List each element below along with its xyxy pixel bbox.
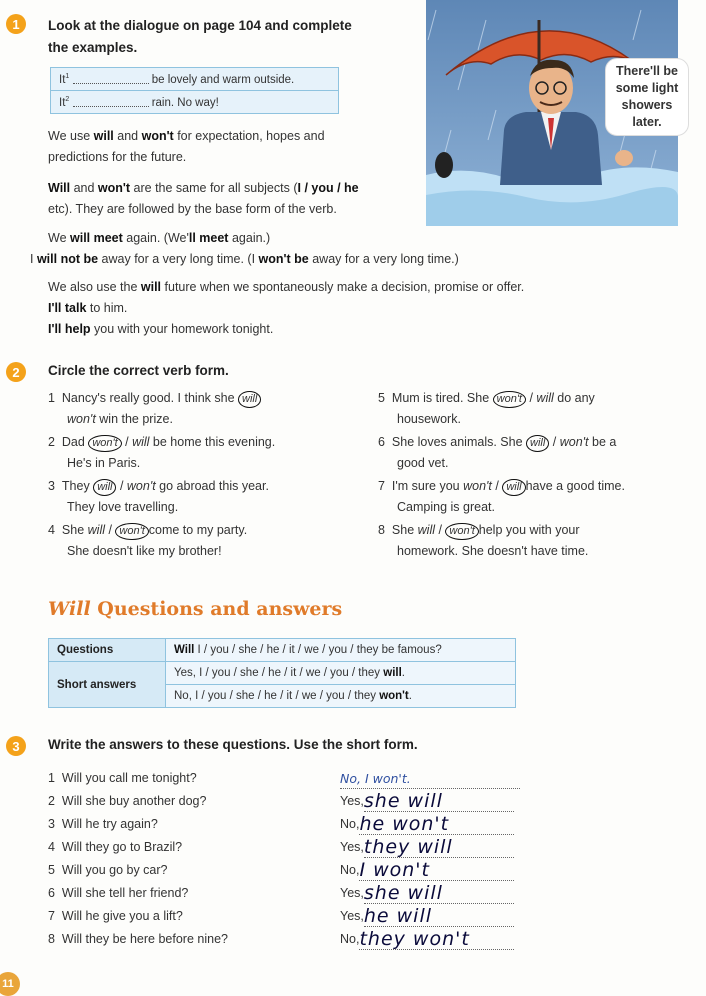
answer-field[interactable]: they won't [359,929,514,950]
choice-option[interactable]: will [417,523,435,537]
exercise-1-number: 1 [6,14,26,34]
choice-circled[interactable]: will [502,479,525,496]
examples-table [50,67,339,114]
exercise-2-instruction: Circle the correct verb form. [48,363,229,378]
examples-row: It$^1$ be lovely and warm outside. [51,68,339,91]
answer-field[interactable]: she will [364,883,514,904]
choice-circled[interactable]: won't [493,391,526,408]
choice-circled[interactable]: won't [445,523,478,540]
qa-section-title: Will Questions and answers [48,598,343,620]
ex3-item-1: 1 Will you call me tonight? No, I won't. [48,766,528,789]
exercise-2-number: 2 [6,362,26,382]
ex3-item-5: 5 Will you go by car? No, I won't [48,858,528,881]
answer-gap[interactable] [73,83,149,84]
ex2-item-6: 6 She loves animals. She will / won't be a good vet. [378,435,617,470]
qa-row-no: No, I / you / she / he / it / we / you / they won't. [49,685,516,708]
answer-field[interactable]: I won't [359,860,514,881]
exercise-1-instruction: Look at the dialogue on page 104 and complete the examples. [48,18,352,55]
ex2-item-1: 1 Nancy's really good. I think she will won't win the prize. [48,388,368,430]
choice-option[interactable]: will [132,435,150,449]
ex3-item-6: 6 Will she tell her friend? Yes, she will [48,881,528,904]
example-sentences-2: I will not be away for a very long time. (I won't be away for a very long time.) [30,252,459,266]
ex3-item-3: 3 Will he try again? No, he won't [48,812,528,835]
qa-row-questions: Questions Will I / you / she / he / it / we / you / they be famous? [49,639,516,662]
ex2-item-3: 3 They will / won't go abroad this year. They love travelling. [48,479,269,514]
ex2-left-column [48,388,368,562]
qa-row-yes: Short answers Yes, I / you / she / he / it / we / you / they will. [49,662,516,685]
choice-option[interactable]: won't [463,479,492,493]
rule-paragraph-3: We also use the will future when we spontaneously make a decision, promise or offer. I'll talk to him. I'll help you with your homework tonight. [48,280,525,336]
answer-field[interactable]: he won't [359,814,514,835]
exercise-3-number: 3 [6,736,26,756]
ex3-item-7: 7 Will he give you a lift? Yes, he will [48,904,528,927]
choice-option[interactable]: won't [67,412,96,426]
choice-circled[interactable]: won't [88,435,121,452]
answer-field[interactable]: they will [364,837,514,858]
ex2-item-4: 4 She will / won't come to my party. She doesn't like my brother! [48,523,248,558]
choice-option[interactable]: will [87,523,105,537]
exercise-3-instruction: Write the answers to these questions. Use the short form. [48,737,418,752]
choice-circled[interactable]: won't [115,523,148,540]
choice-circled[interactable]: will [238,391,261,408]
choice-option[interactable]: won't [126,479,156,493]
answer-field[interactable]: he will [364,906,514,927]
examples-row: It$^2$ rain. No way! [51,91,339,114]
ex2-item-8: 8 She will / won't help you with your homework. She doesn't have time. [378,523,589,558]
choice-option[interactable]: will [536,391,554,405]
speech-bubble: There'll be some light showers later. [605,58,689,136]
example-sentences-1: We will meet again. (We'll meet again.) [48,231,271,245]
ex3-item-8: 8 Will they be here before nine? No, they won't [48,927,528,950]
ex3-item-4: 4 Will they go to Brazil? Yes, they will [48,835,528,858]
choice-circled[interactable]: will [93,479,116,496]
choice-option[interactable]: won't [559,435,589,449]
ex3-item-2: 2 Will she buy another dog? Yes, she will [48,789,528,812]
page-number: 11 [0,972,20,996]
ex2-item-2: 2 Dad won't / will be home this evening. He's in Paris. [48,435,276,470]
ex2-item-5: 5 Mum is tired. She won't / will do any housework. [378,391,595,426]
answer-gap[interactable] [73,106,149,107]
choice-circled[interactable]: will [526,435,549,452]
answer-field[interactable]: No, I won't. [340,768,520,789]
qa-table [48,638,516,708]
rule-paragraph-1: We use will and won't for expectation, hopes and predictions for the future. [48,129,325,164]
rule-paragraph-2: Will and won't are the same for all subjects (I / you / he etc). They are followed by the base form of the verb. [48,181,359,216]
ex3-list [48,766,528,950]
ex2-item-7: 7 I'm sure you won't / will have a good time. Camping is great. [378,479,625,514]
answer-field[interactable]: she will [364,791,514,812]
ex2-right-column [378,388,688,562]
